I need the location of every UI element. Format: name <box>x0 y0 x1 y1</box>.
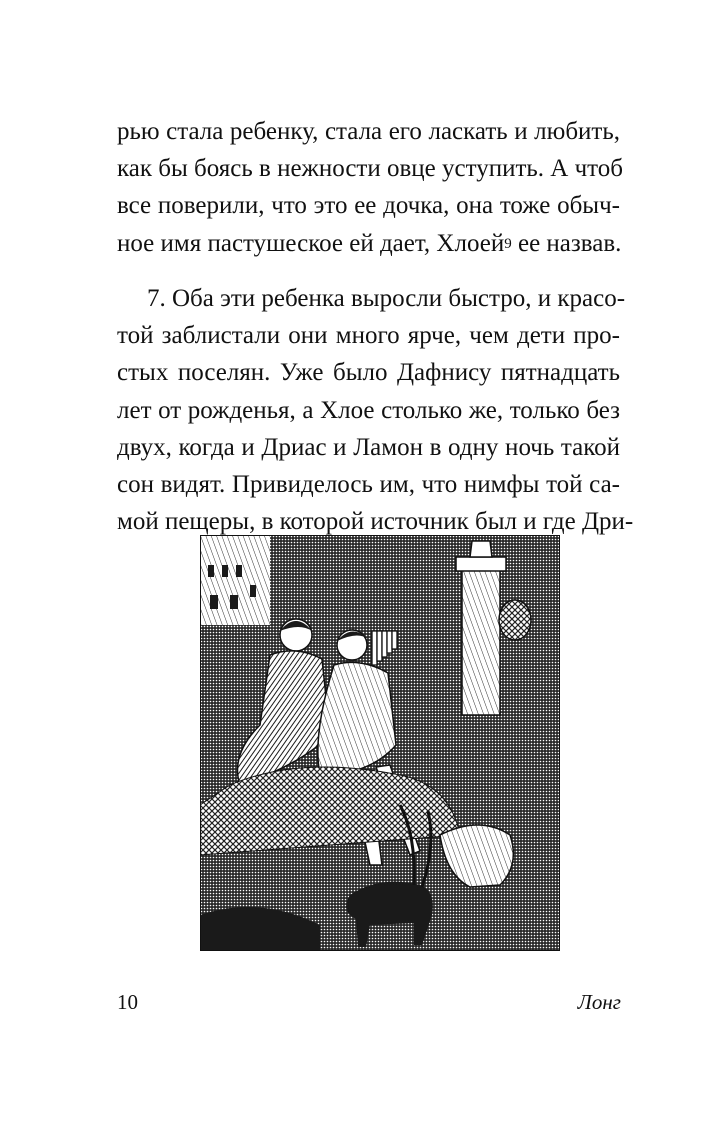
stone-column <box>462 565 500 715</box>
column-capital <box>456 557 506 571</box>
footnote-reference[interactable]: 9 <box>504 235 512 252</box>
text-line-first <box>117 280 626 317</box>
paragraph-1 <box>117 113 623 262</box>
text-line: той заблистали они много ярче, чем дети про- <box>117 322 620 350</box>
text-line: рью стала ребенку, стала его ласкать и любить, <box>117 118 620 145</box>
faun-mask <box>499 600 531 640</box>
text-line-with-footnote <box>117 225 620 262</box>
text-fragment: ее назвав. <box>511 229 622 257</box>
running-head: Лонг <box>577 990 621 1014</box>
text-line: все поверили, что это ее дочка, она тоже обыч- <box>117 192 620 220</box>
text-line: лет от рожденья, а Хлое столько же, только без <box>117 396 620 424</box>
text-line: стых поселян. Уже было Дафнису пятнадцать <box>117 359 620 387</box>
page-number: 10 <box>117 990 138 1014</box>
text-line: как бы боясь в нежности овце уступить. А чтоб <box>117 155 623 183</box>
text-line: мой пещеры, в которой источник был и где Дри- <box>117 508 634 536</box>
text-fragment: ное имя пастушеское ей дает, Хлоей <box>117 229 505 257</box>
paragraph-2 <box>117 280 634 540</box>
text-line: сон видят. Привиделось им, что нимфы той са- <box>117 470 620 498</box>
text-line: двух, когда и Дриас и Ламон в одну ночь такой <box>117 433 620 461</box>
engraving-illustration <box>200 535 560 951</box>
column-urn <box>470 541 492 557</box>
distant-buildings <box>200 535 270 625</box>
text-fragment: 7. Оба эти ребенка выросли быстро, и красо- <box>147 285 626 312</box>
